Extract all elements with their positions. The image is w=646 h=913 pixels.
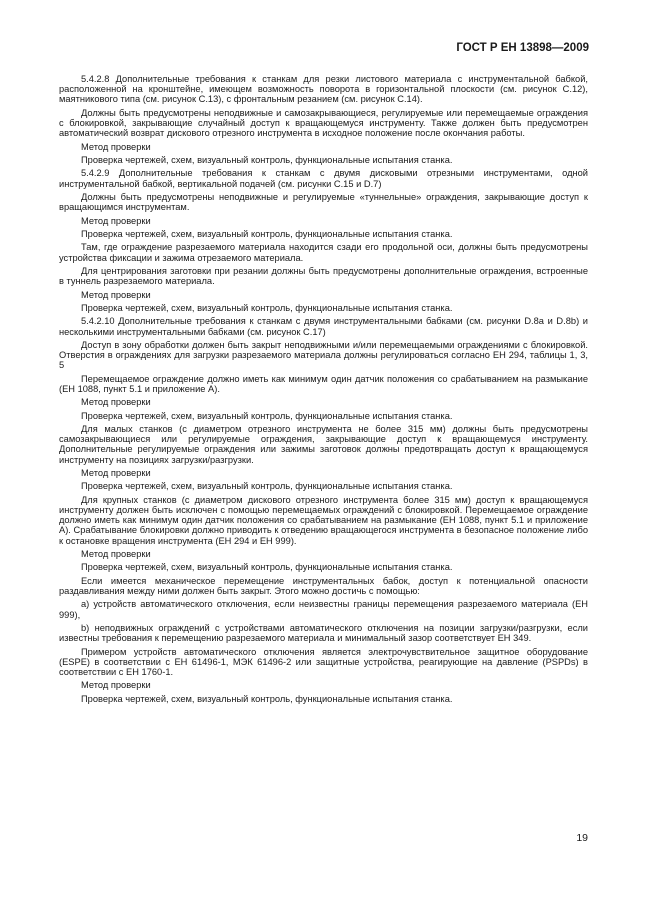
document-body <box>59 74 588 707</box>
page-number: 19 <box>576 832 588 844</box>
verification-method-text: Проверка чертежей, схем, визуальный контроль, функциональные испытания станка. <box>81 562 453 573</box>
paragraph: Для крупных станков (с диаметром дискового отрезного инструмента более 315 мм) доступ к вращающемуся инструменту должен быть исключен с помощью перемещаемых ограждений с блокировкой. Перемещаемое ограждение должно иметь как минимум один датчик положения со срабатыванием на размыкание (ЕН 1088, пункт 5.1 и приложение A). Срабатывание блокировки должно приводить к отведению вращающегося инструмента в безопасное положение либо к остановке вращения инструмента (ЕН 294 и ЕН 999). <box>59 494 588 546</box>
paragraph: Если имеется механическое перемещение инструментальных бабок, доступ к потенциальной опасности раздавливания между ними должен быть закрыт. Этого можно достичь с помощью: <box>59 575 588 597</box>
document-id-header: ГОСТ Р ЕН 13898—2009 <box>456 42 589 54</box>
verification-method-text: Проверка чертежей, схем, визуальный контроль, функциональные испытания станка. <box>81 481 453 492</box>
verification-method-label: Метод проверки <box>81 549 151 560</box>
paragraph-clause-5-4-2-8: 5.4.2.8 Дополнительные требования к станкам для резки листового материала с инструментальной бабкой, расположенной на кронштейне, имеющем возможность поворота в горизонтальной плоскости (см. рисунок C.12), маятникового типа (см. рисунок C.13), с фронтальным резанием (см. рисунок C.14). <box>59 74 588 105</box>
paragraph: Для малых станков (с диаметром отрезного инструмента не более 315 мм) должны быть предусмотрены самозакрывающиеся или регулируемые ограждения, закрывающие доступ к вращающемуся инструменту. Дополнительные регулируемые ограждения или зажимы заготовок должны предотвращать доступ к вращающемуся инструменту на позициях загрузки/разгрузки. <box>59 424 588 465</box>
verification-method-text: Проверка чертежей, схем, визуальный контроль, функциональные испытания станка. <box>81 302 453 313</box>
paragraph-clause-5-4-2-10: 5.4.2.10 Дополнительные требования к станкам с двумя инструментальными бабками (см. рисунки D.8a и D.8b) и несколькими инструментальными бабками (см. рисунок C.17) <box>59 316 588 337</box>
paragraph-clause-5-4-2-9: 5.4.2.9 Дополнительные требования к станкам с двумя дисковыми отрезными инструментами, одной инструментальной бабкой, вертикальной подачей (см. рисунки C.15 и D.7) <box>59 168 588 189</box>
verification-method-label: Метод проверки <box>81 397 151 408</box>
verification-method-label: Метод проверки <box>81 680 151 691</box>
paragraph: Должны быть предусмотрены неподвижные и регулируемые «туннельные» ограждения, закрывающие доступ к вращающимся инструментам. <box>59 191 588 213</box>
verification-method-label: Метод проверки <box>81 468 151 479</box>
verification-method-label: Метод проверки <box>81 289 151 300</box>
paragraph: Для центрирования заготовки при резании должны быть предусмотрены дополнительные ограждения, встроенные в туннель разрезаемого материала. <box>59 265 588 287</box>
verification-method-text: Проверка чертежей, схем, визуальный контроль, функциональные испытания станка. <box>81 228 453 239</box>
list-item-b: b) неподвижных ограждений с устройствами автоматического отключения на позиции загрузки/разгрузки, если известны требования к перемещению разрезаемого материала и минимальный зазор соответствует ЕН 349. <box>59 623 588 644</box>
verification-method-label: Метод проверки <box>81 215 151 226</box>
verification-method-text: Проверка чертежей, схем, визуальный контроль, функциональные испытания станка. <box>81 693 453 704</box>
verification-method-text: Проверка чертежей, схем, визуальный контроль, функциональные испытания станка. <box>81 410 453 421</box>
paragraph: Перемещаемое ограждение должно иметь как минимум один датчик положения со срабатыванием на размыкание (ЕН 1088, пункт 5.1 и приложение A). <box>59 373 588 394</box>
paragraph: Доступ в зону обработки должен быть закрыт неподвижными и/или перемещаемыми ограждениями с блокировкой. Отверстия в ограждениях для загрузки разрезаемого материала должны регулироваться согласно ЕН 294, таблицы 1, 3, 5 <box>59 339 588 371</box>
paragraph: Примером устройств автоматического отключения является электрочувствительное защитное оборудование (ESPE) в соответствии с ЕН 61496-1, МЭК 61496-2 или защитные устройства, реагирующие на давление (PSPDs) в соответствии с ЕН 1760-1. <box>59 646 588 678</box>
paragraph: Должны быть предусмотрены неподвижные и самозакрывающиеся, регулируемые или перемещаемые ограждения с блокировкой, закрывающие случайный доступ к вращающемуся инструменту. Также должен быть предусмотрен автоматический возврат дискового отрезного инструмента в исходное положение после окончания работы. <box>59 107 588 139</box>
paragraph: Там, где ограждение разрезаемого материала находится сзади его продольной оси, должны быть предусмотрены устройства фиксации и зажима отрезаемого материала. <box>59 242 588 263</box>
verification-method-text: Проверка чертежей, схем, визуальный контроль, функциональные испытания станка. <box>81 154 453 165</box>
verification-method-label: Метод проверки <box>81 141 151 152</box>
list-item-a: a) устройств автоматического отключения, если неизвестны границы перемещения разрезаемого материала (ЕН 999), <box>59 599 588 620</box>
